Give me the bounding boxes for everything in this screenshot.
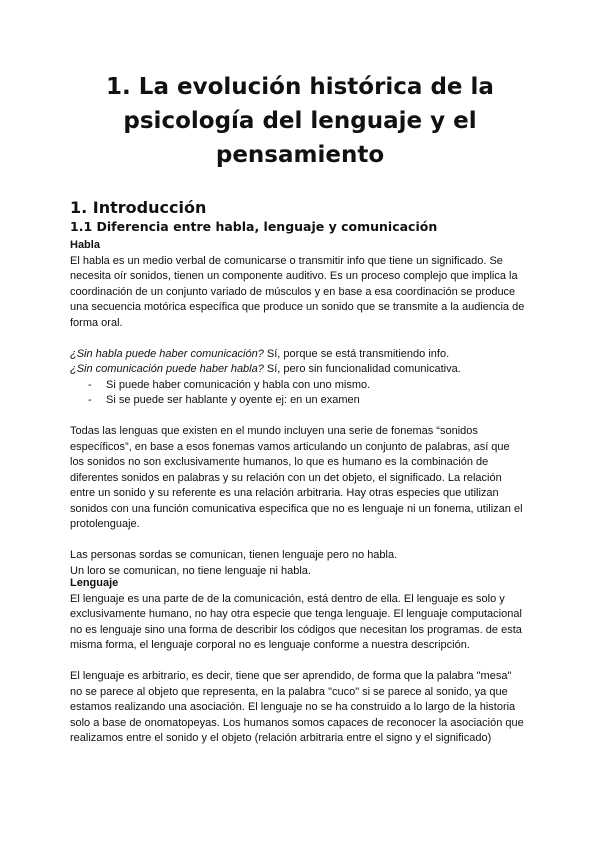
list-item: - Si se puede ser hablante y oyente ej: en un examen <box>70 393 526 409</box>
list-item: - Si puede haber comunicación y habla con uno mismo. <box>70 378 526 394</box>
question-2 <box>70 362 526 378</box>
section-heading: 1. Introducción <box>70 198 207 217</box>
bullet-marker: - <box>88 394 92 406</box>
lenguaje-paragraph-2: El lenguaje es arbitrario, es decir, tiene que ser aprendido, de forma que la palabra "mesa" no se parece al objeto que representa, en la palabra "cuco" si se parece al sonido, ya que estamos realizando una asociación. El lenguaje no se ha construido a lo largo de la historia solo a base de onomatopeyas. Los humanos somos capaces de reconocer la asociación que realizamos entre el sonido y el objeto (relación arbitraria entre el signo y el significado) <box>70 670 524 744</box>
habla-heading: Habla <box>70 239 100 251</box>
lenguaje-paragraph-1: El lenguaje es una parte de de la comunicación, está dentro de ella. El lenguaje es solo y exclusivamente humano, no hay otra especie que tenga lenguaje. El lenguaje computacional no es lenguaje sino una forma de describir los códigos que necesitan los programas. de esta misma forma, el lenguaje corporal no es lenguaje conforme a nuestra descripción. <box>70 592 522 651</box>
question-2-answer: Sí, pero sin funcionalidad comunicativa. <box>263 363 461 375</box>
lenguaje-heading: Lenguaje <box>70 577 119 589</box>
question-1-italic: ¿Sin habla puede haber comunicación? <box>70 347 264 360</box>
habla-paragraph-3-line-2: Un loro se comunican, no tiene lenguaje ni habla. <box>70 564 311 577</box>
habla-paragraph-2: Todas las lenguas que existen en el mundo incluyen una serie de fonemas “sonidos específicos”, en base a esos fonemas vamos articulando un conjunto de palabras, así que los sonidos no son exclusivamente humanos, lo que es humano es la combinación de diferentes sonidos en palabras y su relación con un det objeto, el significado. La relación entre un sonido y su referente es una relación arbitraria. Hay otras especies que utilizan sonidos con una función comunicativa especifica que no es lenguaje ni un fonema, utilizan el protolenguaje. <box>70 425 523 530</box>
question-1-answer: Sí, porque se está transmitiendo info. <box>263 347 450 360</box>
lenguaje-section <box>70 576 526 747</box>
bullet-list <box>70 378 526 409</box>
bullet-marker: - <box>88 378 92 391</box>
question-1 <box>70 347 526 363</box>
habla-paragraph-1: El habla es un medio verbal de comunicarse o transmitir info que tiene un significado. Se necesita oír sonidos, tienen un componente auditivo. Es un proceso complejo que implica la coordinación de un conjunto variado de músculos y en base a esa coordinación se produce una secuencia motórica específica que produce un sonido que se transmite a la audiencia de forma oral. <box>70 254 525 329</box>
document-title: 1. La evolución histórica de la psicología del lenguaje y el pensamiento <box>106 74 494 168</box>
subsection-heading: 1.1 Diferencia entre habla, lenguaje y comunicación <box>70 219 438 234</box>
habla-paragraph-3-line-1: Las personas sordas se comunican, tienen lenguaje pero no habla. <box>70 549 398 561</box>
habla-section <box>70 238 526 579</box>
question-2-italic: ¿Sin comunicación puede haber habla? <box>70 363 264 375</box>
